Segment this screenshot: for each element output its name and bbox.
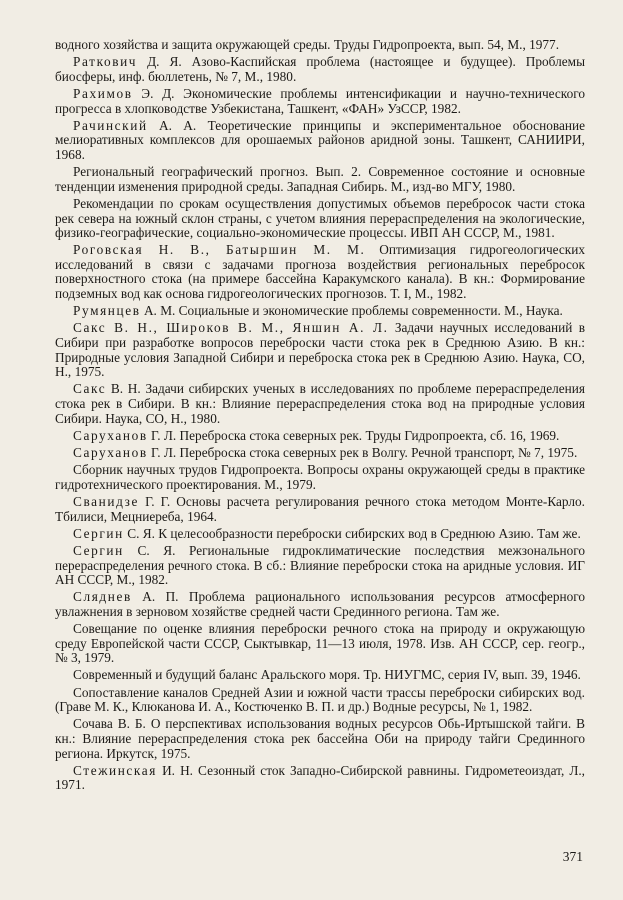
entry-text: Д. Я. Азово-Каспийская проблема (настоящее и будущее). Проблемы биосферы, инф. бюллетень, № 7, М., 1980. — [55, 54, 585, 84]
entry-text: Региональный географический прогноз. Вып. 2. Современное состояние и основные тенденции изменения природной среды. Западная Сибирь. М., изд-во МГУ, 1980. — [55, 164, 585, 194]
page-number: 371 — [562, 849, 583, 864]
bibliography-entry — [55, 119, 585, 163]
entry-text: Г. Л. Переброска стока северных рек. Труды Гидропроекта, сб. 16, 1969. — [147, 427, 560, 443]
entry-text: Совещание по оценке влияния переброски речного стока на природу и окружающую среду Европейской части СССР, Сыктывкар, 11—13 июля, 1978. Изв. АН СССР, сер. геогр., № 3, 1979. — [55, 621, 585, 666]
entry-author: Сванидзе — [73, 493, 139, 509]
entry-text: Э. Д. Экономические проблемы интенсификации и научно-технического прогресса в хлопководстве Узбекистана, Ташкент, «ФАН» УзССР, 1982. — [55, 85, 585, 116]
bibliography-entry — [55, 463, 585, 492]
bibliography-entry — [55, 165, 585, 194]
bibliography-entry — [55, 717, 585, 761]
entry-author: Саруханов — [73, 427, 148, 443]
bibliography-entry — [55, 495, 585, 524]
entry-text: И. Н. Сезонный сток Западно-Сибирской равнины. Гидрометеоиздат, Л., 1971. — [55, 762, 585, 793]
entry-text: Сопоставление каналов Средней Азии и южной части трассы переброски сибирских вод. (Граве М. К., Клюканова И. А., Костюченко В. П. и др.) Водные ресурсы, № 1, 1982. — [55, 684, 585, 715]
bibliography-entry — [55, 243, 585, 301]
bibliography-entry — [55, 622, 585, 666]
bibliography-entry — [55, 87, 585, 116]
entry-text: А. А. Теоретические принципы и экспериментальное обоснование мелиоративных комплексов для орошаемых районов аридной зоны. Ташкент, САНИИРИ, 1968. — [55, 117, 585, 162]
entry-text: Г. Г. Основы расчета регулирования речного стока методом Монте-Карло. Тбилиси, Мецниереба, 1964. — [55, 493, 585, 524]
bibliography-entry — [55, 382, 585, 426]
entry-author: Раткович — [73, 54, 138, 70]
bibliography-entry — [55, 590, 585, 619]
bibliography-entry — [55, 544, 585, 588]
entry-text: А. М. Социальные и экономические проблемы современности. М., Наука. — [140, 303, 563, 319]
entry-text: Сборник научных трудов Гидропроекта. Вопросы охраны окружающей среды в практике гидротехнического проектирования. М., 1979. — [55, 462, 585, 492]
entry-text: Сочава В. Б. О перспективах использования водных ресурсов Обь-Иртышской тайги. В кн.: Влияние перераспределения стока рек бассейна Оби на природу тайги Срединного региона. Иркутск, 1975. — [55, 716, 585, 761]
entry-author: Сляднев — [73, 589, 132, 605]
entry-text: Современный и будущий баланс Аральского моря. Тр. НИУГМС, серия IV, вып. 39, 1946. — [73, 667, 581, 683]
entry-text: С. Я. К целесообразности переброски сибирских вод в Среднюю Азию. Там же. — [123, 525, 581, 541]
bibliography-entry — [55, 764, 585, 793]
bibliography-entry — [55, 668, 585, 683]
bibliography-entry — [55, 527, 585, 542]
entry-text: Задачи научных исследований в Сибири при разработке вопросов переброски части стока рек в Среднюю Азию. В кн.: Природные условия Западной Сибири и переброска стока рек в Среднюю Азию. Наука, СО, Н., 1975. — [55, 320, 585, 380]
entry-author: Стежинская — [73, 762, 158, 778]
entry-author: Саруханов — [73, 444, 148, 460]
entry-author: Сакс В. Н., Широков В. М., Яншин А. Л. — [73, 320, 389, 336]
entry-author: Рахимов — [73, 85, 133, 101]
entry-text: Оптимизация гидрогеологических исследований в связи с задачами прогноза воздействия региональных перебросок поверхностного стока (на примере бассейна Каракумского канала). В кн.: Формирование подземных вод как основа гидрогеологических прогнозов. Т. I, М., 1982. — [55, 242, 585, 302]
entry-text: Рекомендации по срокам осуществления допустимых объемов перебросок части стока рек севера на южный склон страны, с учетом влияния перераспределения на экологические, физико-географические, социально-экономические процессы. ИВП АН СССР, М., 1981. — [55, 195, 585, 241]
bibliography-entry — [55, 446, 585, 461]
bibliography-entry — [55, 429, 585, 444]
entry-author: Сакс — [73, 381, 107, 397]
entry-text: водного хозяйства и защита окружающей среды. Труды Гидропроекта, вып. 54, М., 1977. — [55, 37, 560, 52]
entry-author: Румянцев — [73, 303, 141, 319]
bibliography-entry — [55, 304, 585, 319]
entry-text: С. Я. Региональные гидроклиматические последствия межзонального перераспределения речного стока. В сб.: Влияние переброски стока на аридные условия. ИГ АН СССР, М., 1982. — [55, 542, 585, 588]
entry-text: Г. Л. Переброска стока северных рек в Волгу. Речной транспорт, № 7, 1975. — [147, 444, 578, 460]
entry-author: Сергин — [73, 525, 124, 541]
bibliography-entry — [55, 321, 585, 379]
bibliography-entry — [55, 686, 585, 715]
bibliography-entry — [55, 38, 585, 53]
entry-author: Сергин — [73, 542, 124, 558]
bibliography-list — [55, 38, 585, 793]
entry-author: Рачинский — [73, 117, 148, 133]
entry-text: А. П. Проблема рационального использования ресурсов атмосферного увлажнения в зерновом хозяйстве средней части Срединного региона. Там же. — [55, 589, 585, 619]
entry-author: Роговская Н. В., Батыршин М. М. — [73, 242, 366, 258]
bibliography-entry — [55, 55, 585, 84]
entry-text: В. Н. Задачи сибирских ученых в исследованиях по проблеме перераспределения стока рек в Сибири. В кн.: Влияние перераспределения стока вод на природные условия Сибири. Наука, СО, Н., 1980. — [55, 381, 585, 426]
bibliography-entry — [55, 197, 585, 241]
